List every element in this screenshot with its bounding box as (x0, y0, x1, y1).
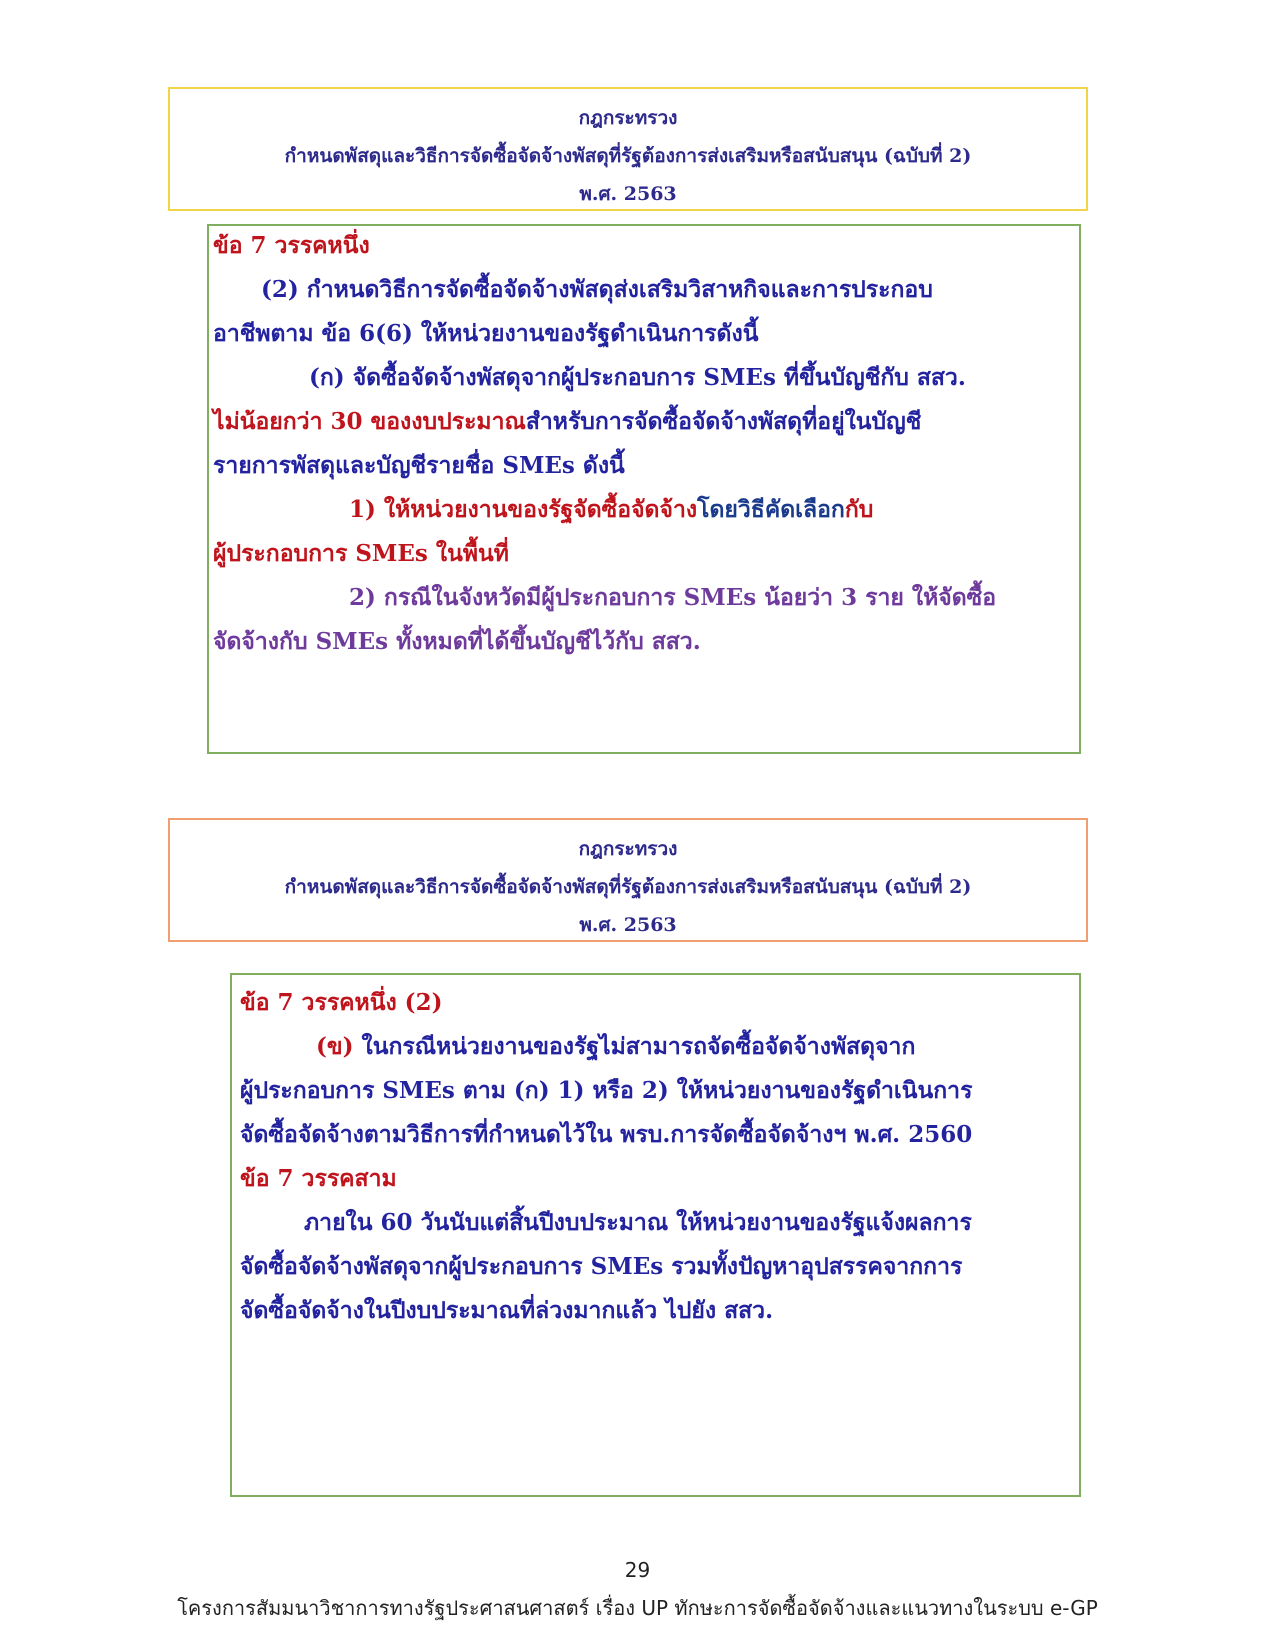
highlight-text: 1) ให้หน่วยงานของรัฐจัดซื้อจัดจ้าง (349, 496, 698, 523)
paragraph-text: โดยวิธีคัดเลือก (697, 496, 845, 523)
paragraph-line: จัดซื้อจัดจ้างพัสดุจากผู้ประกอบการ SMEs รวมทั้งปัญหาอุปสรรคจากการ (240, 1253, 963, 1280)
content-box-2 (230, 973, 1081, 1497)
header-box-1 (168, 87, 1088, 211)
header-year: พ.ศ. 2563 (579, 183, 677, 205)
paragraph-line (213, 400, 921, 444)
paragraph-line: ภายใน 60 วันนับแต่สิ้นปีงบประมาณ ให้หน่วยงานของรัฐแจ้งผลการ (304, 1209, 972, 1236)
paragraph-text: สำหรับการจัดซื้อจัดจ้างพัสดุที่อยู่ในบัญชี (525, 408, 922, 435)
header-year: พ.ศ. 2563 (579, 914, 677, 936)
paragraph-text: ในกรณีหน่วยงานของรัฐไม่สามารถจัดซื้อจัดจ้างพัสดุจาก (361, 1033, 916, 1060)
section-heading: ข้อ 7 วรรคหนึ่ง (2) (240, 989, 443, 1016)
header-title: กฎกระทรวง (578, 107, 678, 129)
header-subtitle: กำหนดพัสดุและวิธีการจัดซื้อจัดจ้างพัสดุที่รัฐต้องการส่งเสริมหรือสนับสนุน (ฉบับที่ 2) (284, 145, 972, 167)
content-box-1 (207, 224, 1081, 754)
page-number: 29 (624, 1558, 651, 1582)
paragraph-line: 2) กรณีในจังหวัดมีผู้ประกอบการ SMEs น้อยว่า 3 ราย ให้จัดซื้อ (349, 584, 997, 611)
paragraph-line: ผู้ประกอบการ SMEs ในพื้นที่ (213, 540, 509, 567)
paragraph-line: (ก) จัดซื้อจัดจ้างพัสดุจากผู้ประกอบการ SMEs ที่ขึ้นบัญชีกับ สสว. (309, 364, 966, 391)
paragraph-line: รายการพัสดุและบัญชีรายชื่อ SMEs ดังนี้ (213, 452, 625, 479)
paragraph-line: ผู้ประกอบการ SMEs ตาม (ก) 1) หรือ 2) ให้หน่วยงานของรัฐดำเนินการ (240, 1077, 973, 1104)
paragraph-line: จัดซื้อจัดจ้างในปีงบประมาณที่ล่วงมากแล้ว ไปยัง สสว. (240, 1297, 774, 1324)
page-footer: โครงการสัมมนาวิชาการทางรัฐประศาสนศาสตร์ เรื่อง UP ทักษะการจัดซื้อจัดจ้างและแนวทางในระบบ e-GP (177, 1596, 1098, 1620)
paragraph-line: อาชีพตาม ข้อ 6(6) ให้หน่วยงานของรัฐดำเนินการดังนี้ (213, 320, 759, 347)
highlight-text: กับ (844, 496, 874, 523)
paragraph-line: (2) กำหนดวิธีการจัดซื้อจัดจ้างพัสดุส่งเสริมวิสาหกิจและการประกอบ (261, 276, 933, 303)
paragraph-line (316, 1025, 915, 1069)
highlight-text: ไม่น้อยกว่า 30 ของงบประมาณ (213, 408, 526, 435)
highlight-text: (ข) (316, 1033, 354, 1060)
header-box-2 (168, 818, 1088, 942)
header-subtitle: กำหนดพัสดุและวิธีการจัดซื้อจัดจ้างพัสดุที่รัฐต้องการส่งเสริมหรือสนับสนุน (ฉบับที่ 2) (284, 876, 972, 898)
paragraph-line (349, 488, 873, 532)
section-heading: ข้อ 7 วรรคสาม (240, 1165, 397, 1192)
paragraph-line: จัดซื้อจัดจ้างตามวิธีการที่กำหนดไว้ใน พรบ.การจัดซื้อจัดจ้างฯ พ.ศ. 2560 (240, 1121, 973, 1148)
header-title: กฎกระทรวง (578, 838, 678, 860)
paragraph-line: จัดจ้างกับ SMEs ทั้งหมดที่ได้ขึ้นบัญชีไว้กับ สสว. (213, 628, 701, 655)
section-heading: ข้อ 7 วรรคหนึ่ง (213, 232, 370, 259)
